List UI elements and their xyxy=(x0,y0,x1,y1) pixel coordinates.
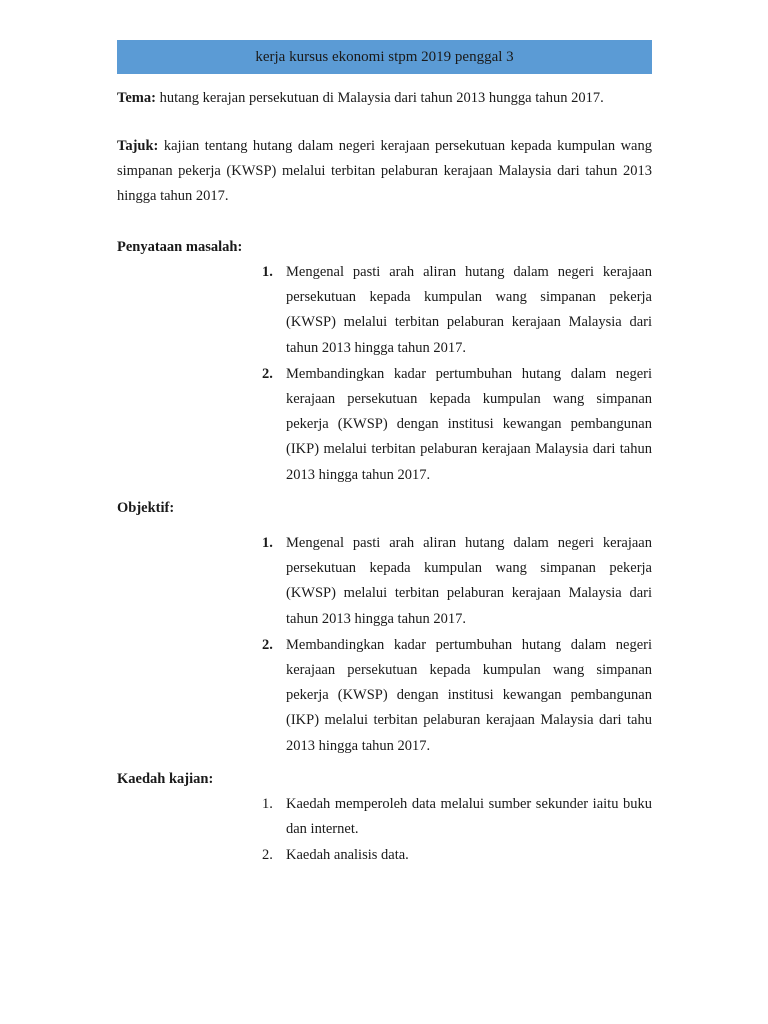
list-item xyxy=(262,633,652,759)
kaedah-list xyxy=(262,792,652,869)
list-item xyxy=(262,843,652,868)
tajuk-label: Tajuk: xyxy=(117,138,159,154)
list-item-text: Membandingkan kadar pertumbuhan hutang dalam negeri kerajaan persekutuan kepada kumpulan wang simpanan pekerja (KWSP) dengan institusi kewangan pembangunan (IKP) melalui terbitan pelaburan kerajaan Malaysia dari tahun 2013 hingga tahun 2017. xyxy=(286,365,652,483)
objektif-heading: Objektif: xyxy=(117,500,175,516)
document-header-banner xyxy=(117,40,652,74)
list-item-number: 1. xyxy=(262,264,273,280)
document-title: kerja kursus ekonomi stpm 2019 penggal 3 xyxy=(255,48,514,65)
objektif-list xyxy=(262,531,652,759)
list-item xyxy=(262,531,652,632)
tema-label: Tema: xyxy=(117,90,156,106)
penyataan-list xyxy=(262,260,652,488)
list-item-text: Kaedah analisis data. xyxy=(286,847,409,864)
list-item xyxy=(262,260,652,361)
list-item-number: 2. xyxy=(262,365,273,382)
list-item-number: 1. xyxy=(262,796,273,812)
tema-text: hutang kerajan persekutuan di Malaysia dari tahun 2013 hungga tahun 2017. xyxy=(155,90,604,106)
tajuk-paragraph xyxy=(117,134,652,209)
list-item-number: 2. xyxy=(262,636,273,653)
list-item-number: 1. xyxy=(262,535,273,551)
penyataan-heading: Penyataan masalah: xyxy=(117,239,243,255)
tema-paragraph xyxy=(117,86,652,111)
list-item-number: 2. xyxy=(262,847,273,864)
list-item-text: Membandingkan kadar pertumbuhan hutang dalam negeri kerajaan persekutuan kepada kumpulan wang simpanan pekerja (KWSP) dengan institusi kewangan pembangunan (IKP) melalui terbitan pelaburan kerajaan Malaysia dari tahu 2013 hingga tahun 2017. xyxy=(286,636,652,754)
list-item-text: Mengenal pasti arah aliran hutang dalam negeri kerajaan persekutuan kepada kumpulan wang simpanan pekerja (KWSP) melalui terbitan pelaburan kerajaan Malaysia dari tahun 2013 hingga tahun 2017. xyxy=(286,264,652,356)
tajuk-text: kajian tentang hutang dalam negeri kerajaan persekutuan kepada kumpulan wang simpanan pekerja (KWSP) melalui terbitan pelaburan kerajaan Malaysia dari tahun 2013 hingga tahun 2017. xyxy=(117,138,652,204)
list-item-text: Mengenal pasti arah aliran hutang dalam negeri kerajaan persekutuan kepada kumpulan wang simpanan pekerja (KWSP) melalui terbitan pelaburan kerajaan Malaysia dari tahun 2013 hingga tahun 2017. xyxy=(286,535,652,627)
list-item xyxy=(262,792,652,842)
kaedah-heading: Kaedah kajian: xyxy=(117,771,214,787)
list-item xyxy=(262,362,652,488)
list-item-text: Kaedah memperoleh data melalui sumber sekunder iaitu buku dan internet. xyxy=(286,796,652,838)
